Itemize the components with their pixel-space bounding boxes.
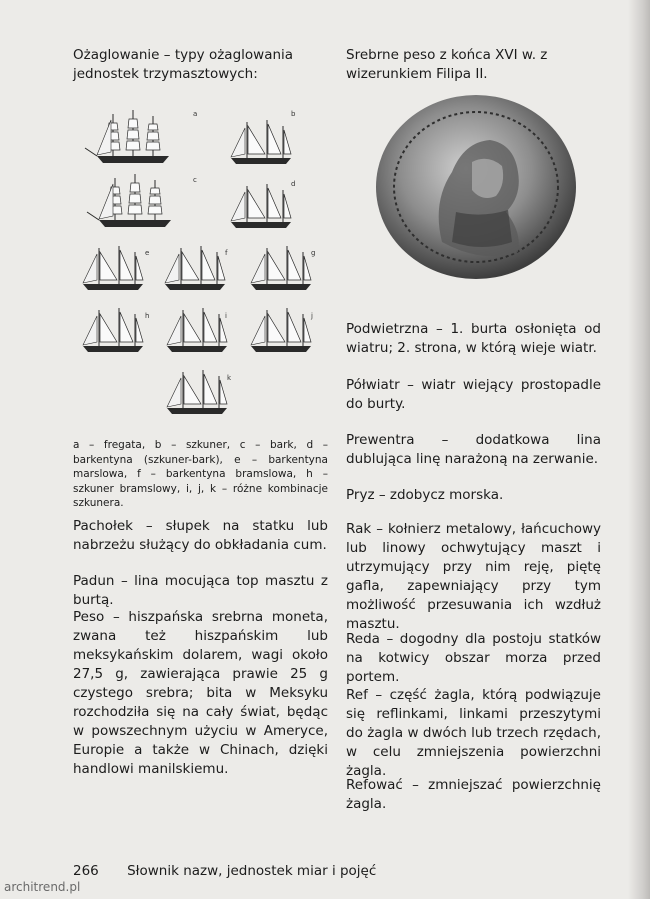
entry-podwietrzna: Podwietrzna – 1. burta osłonięta od wiatru; 2. strona, w którą wieje wiatr. xyxy=(346,321,601,356)
figure-label-c: c xyxy=(193,176,197,184)
figure-label-b: b xyxy=(291,110,296,118)
figure-label-k: k xyxy=(227,374,232,382)
figure-caption: a – fregata, b – szkuner, c – bark, d – barkentyna (szkuner-bark), e – barkentyna marslowa, f – barkentyna bramslowa, h – szkuner bramslowy, i, j, k – różne kombinacje szkunera. xyxy=(73,439,328,509)
entry-rak: Rak – kołnierz metalowy, łańcuchowy lub linowy ochwytujący maszt i utrzymujący przy nim reję, piętę gafla, zapewniający przy tym możliwość przesuwania ich wzdłuż masztu. xyxy=(346,521,601,632)
figure-label-a: a xyxy=(193,110,198,118)
entry-reda: Reda – dogodny dla postoju statków na kotwicy obszar morza przed portem. xyxy=(346,631,601,685)
figure-label-i: i xyxy=(225,312,227,320)
figure-label-g: g xyxy=(311,249,316,257)
entry-pacholek: Pachołek – słupek na statku lub nabrzeżu służący do obkładania cum. xyxy=(73,518,328,553)
entry-padun: Padun – lina mocująca top masztu z burtą. xyxy=(73,573,328,608)
silver-peso-coin-image xyxy=(372,92,582,282)
entry-pryz: Pryz – zdobycz morska. xyxy=(346,487,504,503)
figure-label-h: h xyxy=(145,312,150,320)
entry-ref: Ref – część żagla, którą podwiązuje się reflinkami, linkami przeszytymi do żagla w dwóch lub trzech rzędach, w celu zmniejszenia powierzchni żagla. xyxy=(346,687,601,779)
figure-label-f: f xyxy=(225,249,228,257)
page-gutter-shadow xyxy=(628,0,650,899)
running-title: Słownik nazw, jednostek miar i pojęć xyxy=(127,863,377,879)
entry-polwiatr: Półwiatr – wiatr wiejący prostopadle do burty. xyxy=(346,377,601,412)
page-footer xyxy=(73,862,376,881)
entry-refowac: Refować – zmniejszać powierzchnię żagla. xyxy=(346,777,601,812)
entry-prewentra: Prewentra – dodatkowa lina dublująca linę narażoną na zerwanie. xyxy=(346,432,601,467)
entry-peso: Peso – hiszpańska srebrna moneta, zwana też hiszpańskim lub meksykańskim dolarem, wagi około 27,5 g, zawierająca prawie 25 g czystego srebra; bita w Meksyku rozchodziła się na cały świat, będąc w powszechnym użyciu w Ameryce, Europie a także w Chinach, dzięki handlowi manilskiemu. xyxy=(73,609,328,777)
figure-label-e: e xyxy=(145,249,150,257)
page-number: 266 xyxy=(73,863,99,879)
figure-heading: Ożaglowanie – typy ożaglowania jednostek trzymasztowych: xyxy=(73,47,294,82)
watermark: architrend.pl xyxy=(4,880,81,894)
coin-caption: Srebrne peso z końca XVI w. z wizerunkiem Filipa II. xyxy=(346,47,548,82)
figure-label-d: d xyxy=(291,180,296,188)
figure-label-j: j xyxy=(311,312,313,320)
sailing-ships-figure xyxy=(75,92,327,420)
